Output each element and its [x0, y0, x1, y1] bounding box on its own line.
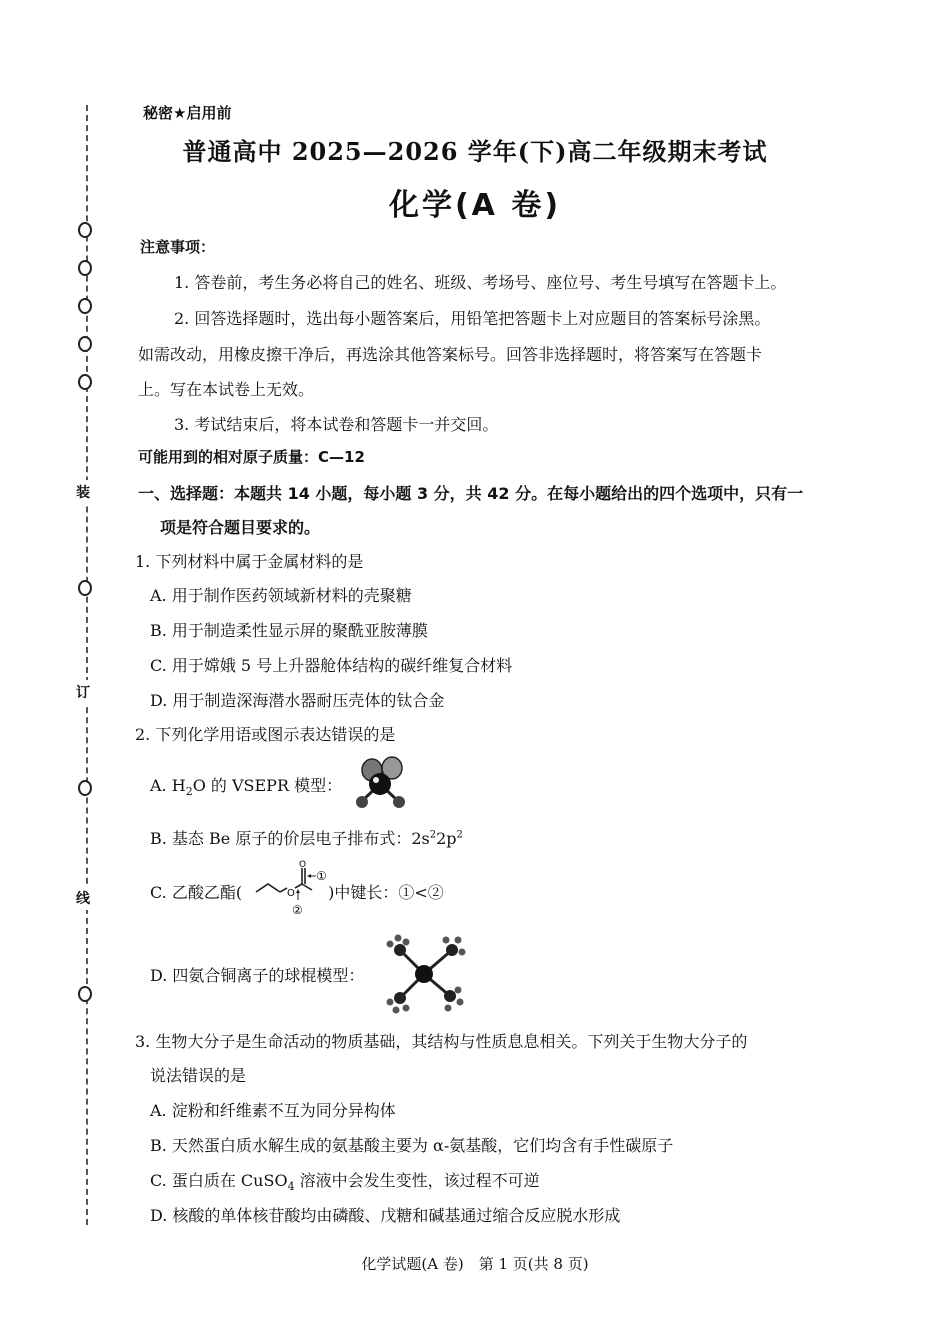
ester-oxygen-label: O	[287, 888, 295, 899]
margin-char-ding: 订	[76, 680, 90, 704]
binding-hole	[78, 260, 92, 276]
binding-hole	[78, 298, 92, 314]
binding-hole	[78, 222, 92, 238]
binding-hole	[78, 336, 92, 352]
q3-option-c: C. 蛋白质在 CuSO$_4$ 溶液中会发生变性，该过程不可逆	[150, 1171, 540, 1194]
q1-option-a: A. 用于制作医药领域新材料的壳聚糖	[150, 586, 412, 605]
exam-subtitle: 化学(A 卷)	[388, 188, 562, 223]
q2-option-c: C. 乙酸乙酯( )中键长：①<②	[150, 883, 444, 902]
margin-char-xian: 线	[76, 886, 90, 910]
binding-hole	[78, 780, 92, 796]
q1-option-b: B. 用于制造柔性显示屏的聚酰亚胺薄膜	[150, 621, 428, 640]
binding-hole	[78, 580, 92, 596]
binding-hole	[78, 374, 92, 390]
carbonyl-oxygen-label: O	[299, 860, 307, 870]
notice-line-2: 2. 回答选择题时，选出每小题答案后，用铅笔把答题卡上对应题目的答案标号涂黑。	[174, 309, 771, 328]
notice-line-1: 1. 答卷前，考生务必将自己的姓名、班级、考场号、座位号、考生号填写在答题卡上。	[174, 273, 787, 292]
section-1-instruction-cont: 项是符合题目要求的。	[160, 518, 321, 537]
binding-hole	[78, 986, 92, 1002]
q3-option-b: B. 天然蛋白质水解生成的氨基酸主要为 α-氨基酸，它们均含有手性碳原子	[150, 1136, 674, 1155]
q2-stem: 2. 下列化学用语或图示表达错误的是	[135, 725, 396, 744]
q2-option-a: A. $H_2O$ 的 VSEPR 模型：	[150, 776, 343, 799]
secret-label: 秘密★启用前	[143, 104, 232, 122]
q1-option-d: D. 用于制造深海潜水器耐压壳体的钛合金	[150, 691, 445, 710]
atomic-mass-note: 可能用到的相对原子质量：C—12	[138, 448, 365, 466]
h2o-vsepr-model-figure	[352, 756, 412, 812]
exam-title: 普通高中 2025—2026 学年(下)高二年级期末考试	[182, 137, 768, 166]
q1-option-c: C. 用于嫦娥 5 号上升器舱体结构的碳纤维复合材料	[150, 656, 513, 675]
bond-mark-1: ①	[316, 869, 327, 883]
notice-line-3: 如需改动，用橡皮擦干净后，再选涂其他答案标号。回答非选择题时，将答案写在答题卡	[138, 345, 763, 364]
ethyl-acetate-structure-figure	[254, 858, 344, 918]
notice-line-4: 上。写在本试卷上无效。	[138, 380, 315, 399]
q1-stem: 1. 下列材料中属于金属材料的是	[135, 552, 364, 571]
notice-line-5: 3. 考试结束后，将本试卷和答题卡一并交回。	[174, 415, 499, 434]
section-1-instruction: 一、选择题：本题共 14 小题，每小题 3 分，共 42 分。在每小题给出的四个选项中，只有一	[138, 484, 804, 503]
tetraamminecopper-ball-stick-model-figure	[382, 932, 472, 1016]
q3-option-a: A. 淀粉和纤维素不互为同分异构体	[150, 1101, 396, 1120]
margin-char-zhuang: 装	[76, 480, 90, 504]
page-footer: 化学试题(A 卷) 第 1 页(共 8 页)	[361, 1255, 589, 1273]
bond-mark-2: ②	[292, 903, 303, 917]
notice-heading: 注意事项：	[140, 238, 216, 256]
q2-option-d: D. 四氨合铜离子的球棍模型：	[150, 966, 365, 985]
q3-stem-cont: 说法错误的是	[150, 1066, 247, 1085]
q3-option-d: D. 核酸的单体核苷酸均由磷酸、戊糖和碱基通过缩合反应脱水形成	[150, 1206, 621, 1225]
q3-stem: 3. 生物大分子是生命活动的物质基础，其结构与性质息息相关。下列关于生物大分子的	[135, 1032, 748, 1051]
q2-option-b: B. 基态 Be 原子的价层电子排布式：$2s^22p^2$	[150, 829, 463, 848]
